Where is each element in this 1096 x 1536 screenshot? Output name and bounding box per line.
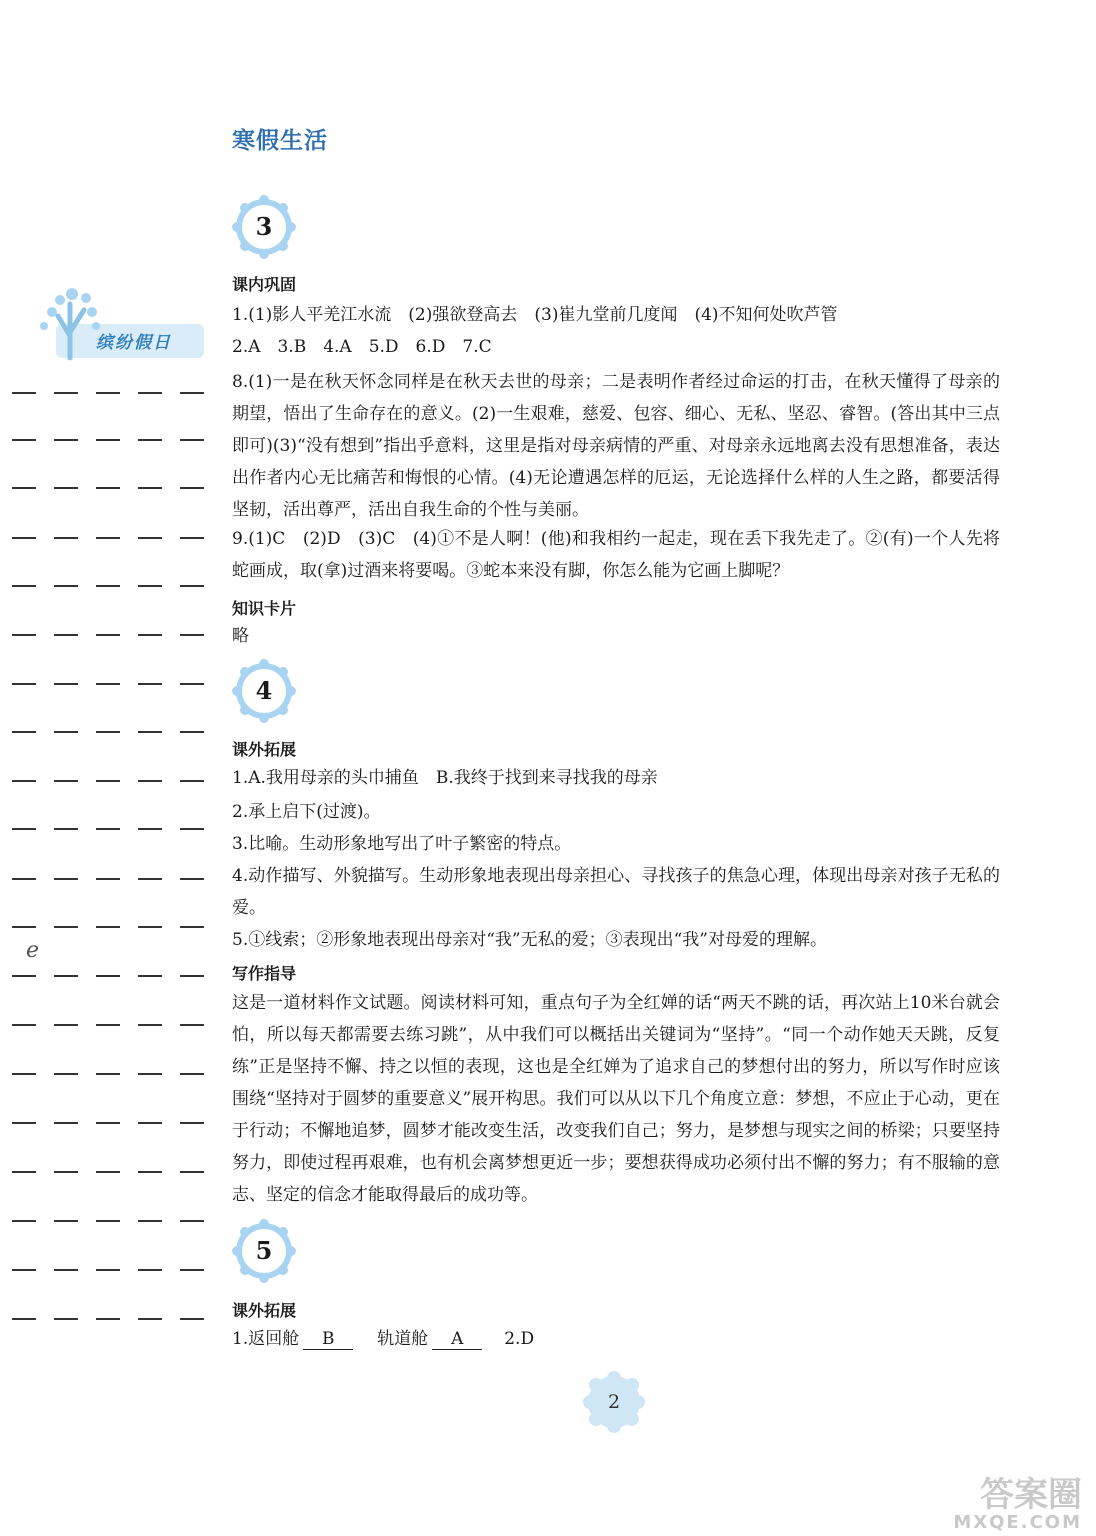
dash-line-row [12,537,212,539]
dash-segment [96,828,120,830]
dash-segment [54,780,78,782]
dash-segment [96,634,120,636]
answer-8 [232,366,1000,526]
dash-segment [96,1220,120,1222]
dash-segment [138,1024,162,1026]
dash-segment [96,780,120,782]
dash-segment [180,1269,204,1271]
dash-segment [96,1171,120,1173]
fill-blank-2: A [432,1329,482,1350]
dash-segment [12,878,36,880]
dash-line-row [12,683,212,685]
sidebar-scribble: e [26,938,40,963]
dash-segment [180,439,204,441]
dash-segment [96,878,120,880]
section-heading-xiezuo: 写作指导 [232,964,297,983]
dash-line-row [12,1171,212,1173]
dash-segment [12,1220,36,1222]
dash-line-row [12,780,212,782]
page-title: 寒假生活 [232,128,328,154]
dash-segment [96,731,120,733]
answer-8-text: 8.(1)一是在秋天怀念同样是在秋天去世的母亲；二是表明作者经过命运的打击，在秋天懂得了母亲的期望，悟出了生命存在的意义。(2)一生艰难，慈爱、包容、细心、无私、坚忍、睿智。(答出其中三点即可)(3)“没有想到”指出乎意料，这里是指对母亲病情的严重、对母亲永远地离去没有思想准备，表达出作者内心无比痛苦和悔恨的心情。(4)无论遭遇怎样的厄运，无论选择什么样的人生之路，都要活得坚韧，活出尊严，活出自我生命的个性与美丽。 [232,372,1000,520]
unit-badge-5 [231,1218,297,1284]
section-heading-kenei: 课内巩固 [232,275,297,294]
dash-segment [96,1269,120,1271]
dash-line-row [12,1220,212,1222]
section-heading-zhishi: 知识卡片 [232,599,297,618]
answer-5-1-suffix: 2.D [504,1329,535,1349]
dash-segment [138,1318,162,1320]
dash-segment [96,392,120,394]
dash-segment [180,1024,204,1026]
dash-segment [54,926,78,928]
dash-segment [54,634,78,636]
unit-number: 3 [255,212,273,241]
dash-segment [96,1073,120,1075]
dash-line-row [12,926,212,928]
dash-segment [12,1318,36,1320]
dash-line-row [12,392,212,394]
answer-5-1-prefix: 1.返回舱 [232,1329,300,1349]
dash-segment [96,1024,120,1026]
dash-segment [12,1269,36,1271]
dash-segment [12,537,36,539]
dash-segment [138,1171,162,1173]
dash-segment [54,1269,78,1271]
dash-segment [12,1171,36,1173]
page-number-text: 2 [607,1391,621,1413]
watermark-bottom: MXQE.COM [953,1512,1082,1533]
dash-segment [12,975,36,977]
dash-segment [180,634,204,636]
xiezuo-text: 这是一道材料作文试题。阅读材料可知，重点句子为全红婵的话“两天不跳的话，再次站上10米台就会怕，所以每天都需要去练习跳”，从中我们可以概括出关键词为“坚持”。“同一个动作她天天跳，反复练”正是坚持不懈、持之以恒的表现，这也是全红婵为了追求自己的梦想付出的努力，所以写作时应该围绕“坚持对于圆梦的重要意义”展开构思。我们可以从以下几个角度立意：梦想，不应止于心动，更在于行动；不懈地追梦，圆梦才能改变生活，改变我们自己；努力，是梦想与现实之间的桥梁；只要坚持努力，即使过程再艰难，也有机会离梦想更近一步；要想获得成功必须付出不懈的努力；有不服输的意志、坚定的信念才能取得最后的成功等。 [232,993,1000,1205]
dash-segment [54,683,78,685]
dash-segment [12,439,36,441]
watermark-top: 答案圈 [980,1475,1082,1515]
dash-segment [12,780,36,782]
answer-4-3: 3.比喻。生动形象地写出了叶子繁密的特点。 [232,834,572,854]
zhishi-text: 略 [232,626,249,646]
dash-segment [54,487,78,489]
dash-segment [54,1220,78,1222]
fill-blank-1: B [303,1329,353,1350]
dash-segment [54,585,78,587]
section-heading-kewai: 课外拓展 [232,740,297,759]
dash-segment [12,731,36,733]
dash-segment [138,634,162,636]
dash-segment [180,537,204,539]
dash-segment [54,392,78,394]
dash-segment [138,1220,162,1222]
dash-line-row [12,1073,212,1075]
dash-segment [180,878,204,880]
xiezuo-paragraph [232,987,1000,1211]
dash-segment [54,1073,78,1075]
dash-segment [180,585,204,587]
dash-segment [12,634,36,636]
dash-segment [54,975,78,977]
dash-segment [12,1122,36,1124]
dash-segment [180,683,204,685]
dash-segment [138,1269,162,1271]
answer-5-1 [232,1323,534,1355]
unit-badge-3 [231,194,297,260]
unit-number: 4 [255,676,273,705]
dash-segment [138,780,162,782]
section-heading-kewai-5: 课外拓展 [232,1301,297,1320]
dash-segment [138,1073,162,1075]
dash-segment [96,1122,120,1124]
dash-segment [180,1318,204,1320]
dash-segment [180,828,204,830]
dash-segment [180,926,204,928]
dash-segment [180,780,204,782]
dash-segment [96,683,120,685]
dash-line-row [12,487,212,489]
dash-segment [54,1318,78,1320]
dash-segment [12,1024,36,1026]
dash-segment [96,487,120,489]
dash-line-row [12,731,212,733]
dash-segment [12,487,36,489]
dash-segment [54,1024,78,1026]
dash-line-row [12,439,212,441]
dash-segment [96,1318,120,1320]
dash-segment [96,439,120,441]
dash-segment [96,926,120,928]
dash-line-row [12,828,212,830]
watermark [953,1475,1082,1533]
answer-1: 1.(1)影人平羌江水流 (2)强欲登高去 (3)崔九堂前几度闻 (4)不知何处吹芦管 [232,305,838,325]
dash-segment [138,683,162,685]
dash-line-row [12,975,212,977]
dash-line-row [12,585,212,587]
dash-segment [180,392,204,394]
dash-segment [180,1171,204,1173]
dash-segment [180,1122,204,1124]
dash-segment [180,487,204,489]
dash-segment [54,731,78,733]
dash-line-row [12,1122,212,1124]
dash-segment [54,439,78,441]
dash-segment [138,828,162,830]
dash-segment [138,585,162,587]
page-number [578,1370,650,1442]
dash-segment [180,731,204,733]
dash-line-row [12,634,212,636]
dash-segment [54,1171,78,1173]
dash-segment [96,975,120,977]
dash-line-row [12,878,212,880]
dash-segment [12,585,36,587]
dash-segment [138,975,162,977]
dash-segment [180,975,204,977]
dash-line-row [12,1024,212,1026]
dash-segment [138,537,162,539]
answer-9 [232,523,1000,587]
dash-segment [180,1073,204,1075]
answer-4-1: 1.A.我用母亲的头巾捕鱼 B.我终于找到来寻找我的母亲 [232,768,658,788]
dash-segment [12,926,36,928]
dash-segment [138,926,162,928]
answer-4-2: 2.承上启下(过渡)。 [232,802,381,822]
answer-4-4-text: 4.动作描写、外貌描写。生动形象地表现出母亲担心、寻找孩子的焦急心理，体现出母亲对孩子无私的爱。 [232,866,1000,918]
dash-segment [12,828,36,830]
unit-number: 5 [255,1236,273,1265]
dash-segment [138,731,162,733]
dash-segment [138,392,162,394]
dash-segment [54,1122,78,1124]
answer-9-text: 9.(1)C (2)D (3)C (4)①不是人啊！(他)和我相约一起走，现在丢下我先走了。②(有)一个人先将蛇画成，取(拿)过酒来将要喝。③蛇本来没有脚，你怎么能为它画上脚呢？ [232,529,1000,581]
dash-segment [54,537,78,539]
dash-segment [96,537,120,539]
answer-4-4 [232,860,1000,924]
dash-segment [138,487,162,489]
answer-2: 2.A 3.B 4.A 5.D 6.D 7.C [232,337,492,357]
dash-segment [12,392,36,394]
dash-segment [138,878,162,880]
dash-segment [180,1220,204,1222]
dash-segment [138,1122,162,1124]
dash-segment [96,585,120,587]
dash-segment [54,878,78,880]
unit-badge-4 [231,658,297,724]
dash-segment [138,439,162,441]
dash-segment [12,683,36,685]
sidebar-label: 缤纷假日 [96,333,172,353]
dash-segment [12,1073,36,1075]
answer-4-5: 5.①线索；②形象地表现出母亲对“我”无私的爱；③表现出“我”对母爱的理解。 [232,930,827,950]
dash-line-row [12,1269,212,1271]
dash-line-row [12,1318,212,1320]
dash-segment [54,828,78,830]
answer-5-1-mid: 轨道舱 [377,1329,429,1349]
